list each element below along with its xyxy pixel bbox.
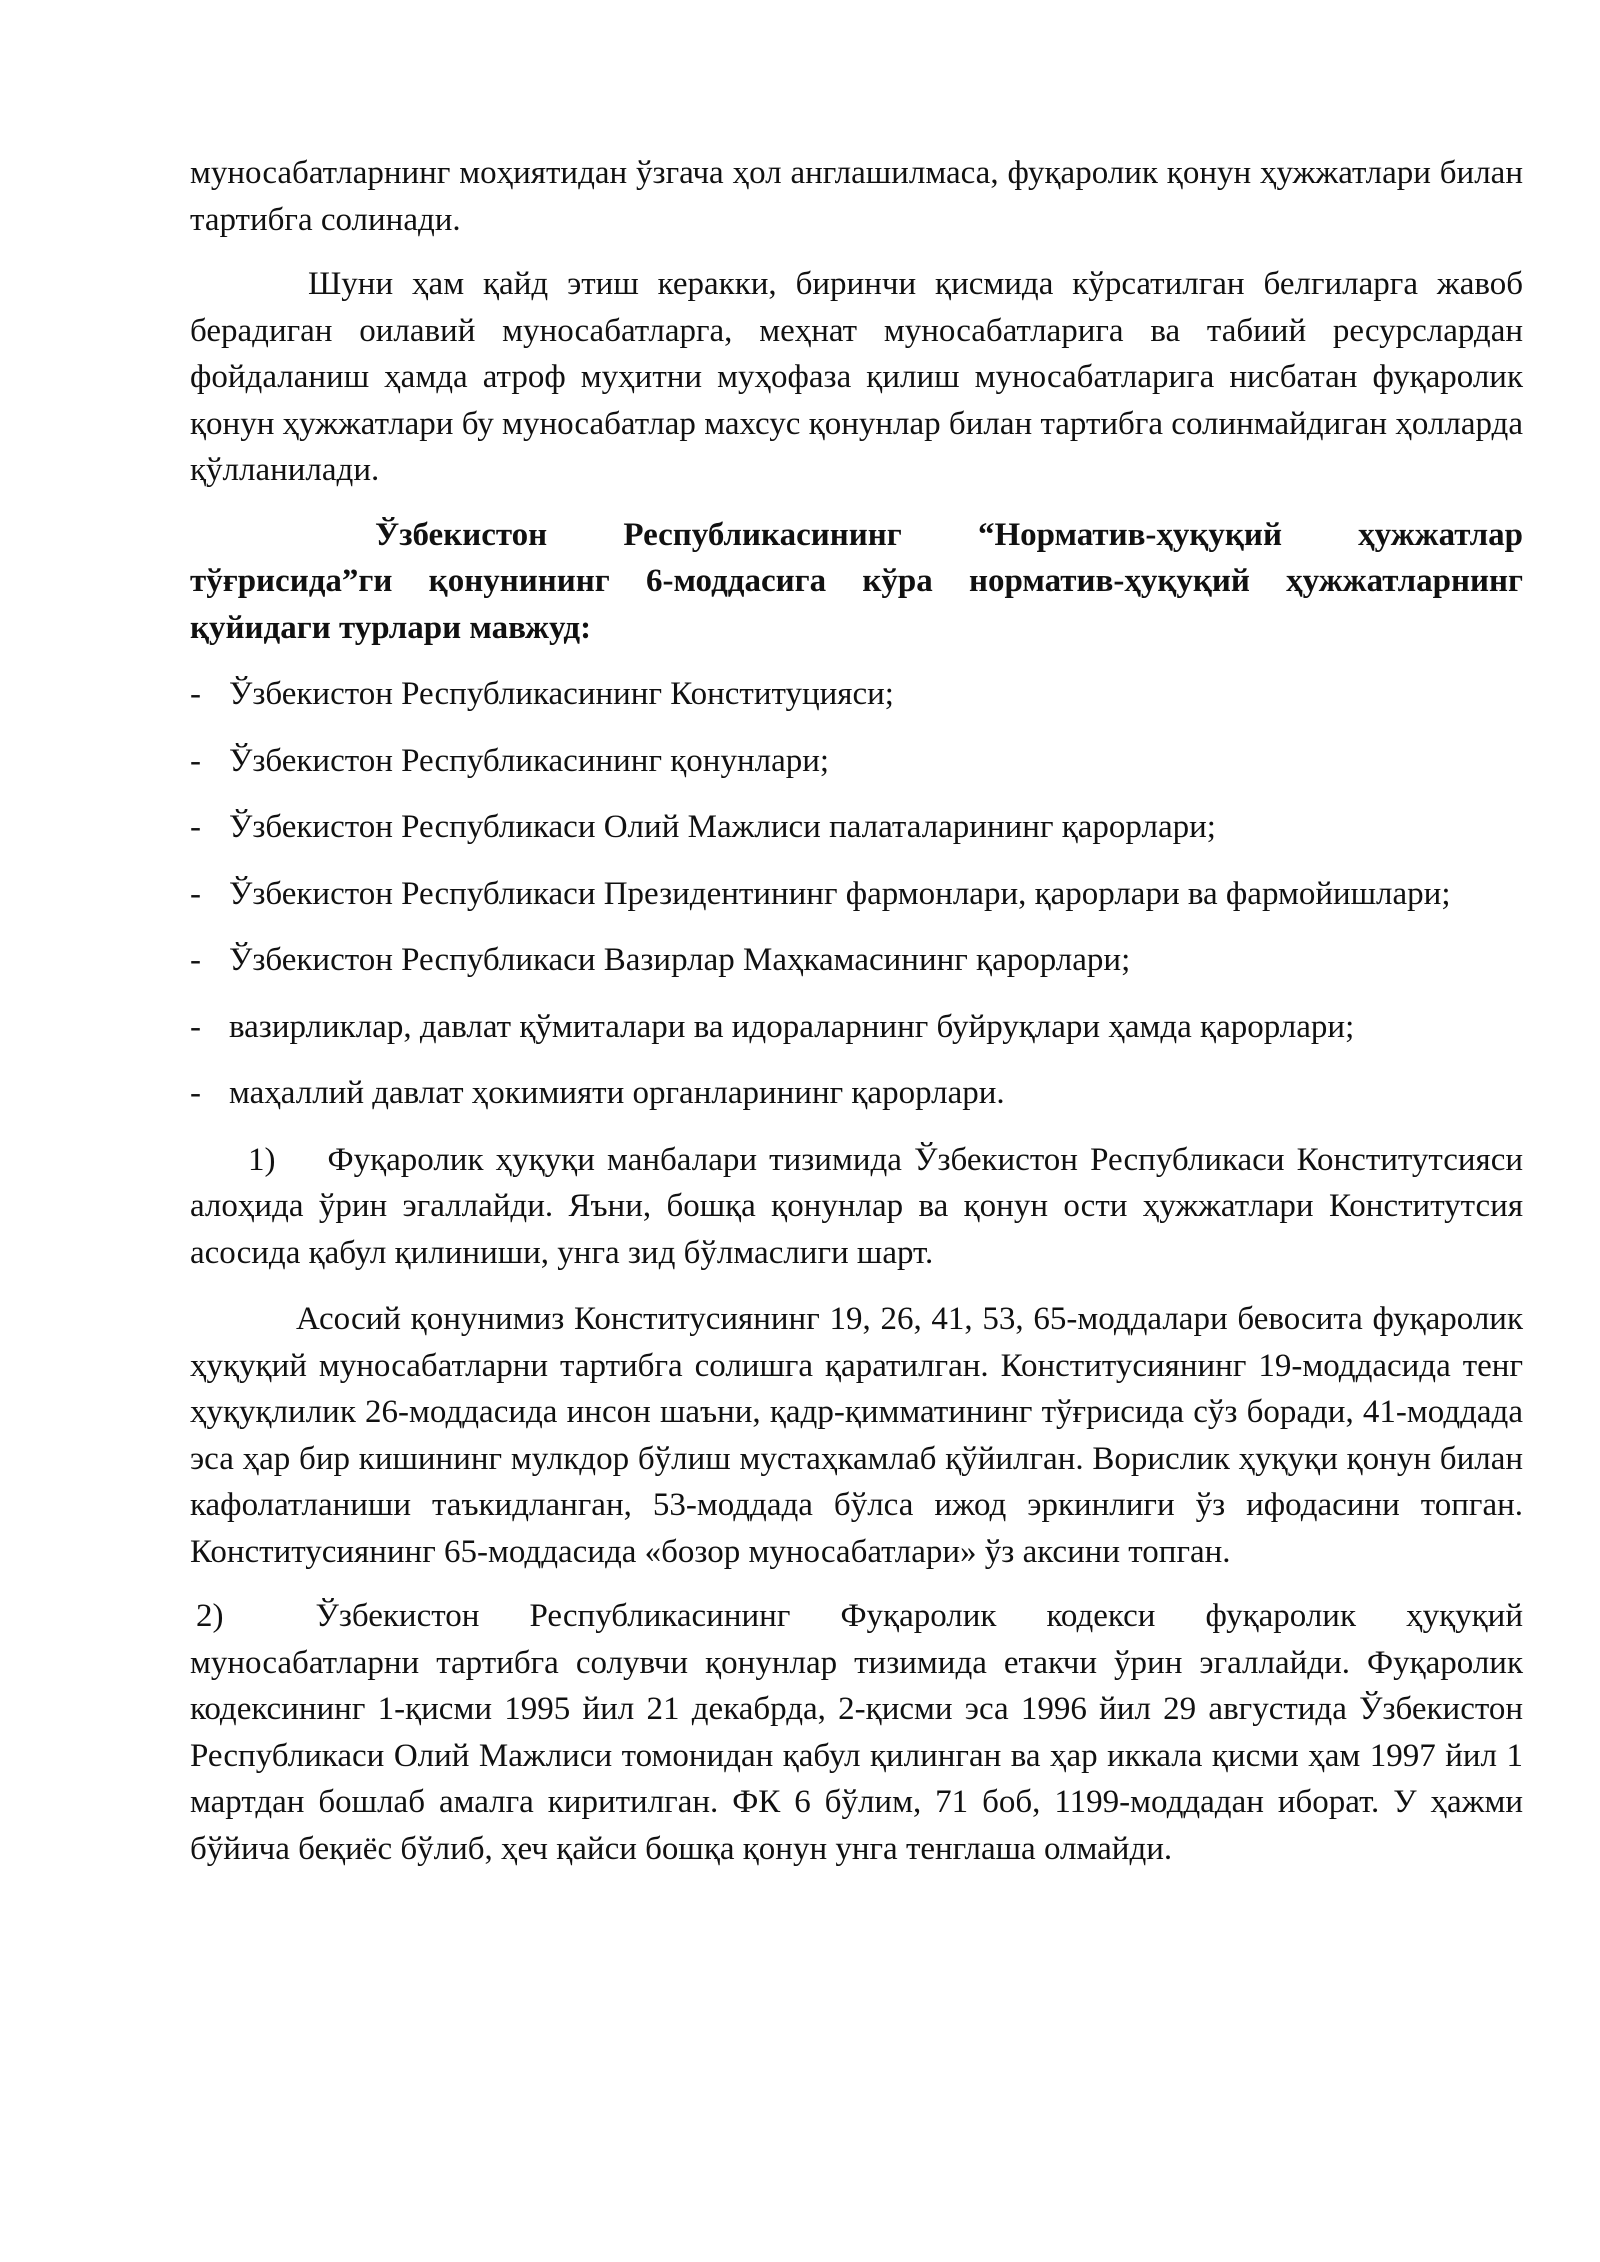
list-item-text: маҳаллий давлат ҳокимияти органларининг қарорлари.: [229, 1075, 1005, 1111]
section-heading: Ўзбекистон Республикасининг “Норматив-ҳуқуқий ҳужжатлар тўғрисида”ги қонунининг 6-моддасига кўра норматив-ҳуқуқий ҳужжатларнинг қуйидаги турлари мавжуд:: [190, 516, 1523, 646]
list-item-text: Ўзбекистон Республикасининг қонунлари;: [229, 742, 830, 779]
list-item-text: Ўзбекистон Республикаси Президентининг фармонлари, қарорлари ва фармойишлари;: [229, 875, 1451, 912]
list-dash: -: [190, 1008, 201, 1045]
item-number: 1): [248, 1141, 276, 1178]
list-dash: -: [190, 742, 201, 779]
list-dash: -: [190, 942, 201, 978]
list-item-text: Ўзбекистон Республикаси Олий Мажлиси палаталарининг қарорлари;: [229, 809, 1216, 845]
list-item: [190, 738, 1523, 785]
item-text: Ўзбекистон Республикасининг Фуқаролик кодекси фуқаролик ҳуқуқий муносабатларни тартибга солувчи қонунлар тизимида етакчи ўрин эгаллайди. Фуқаролик кодексининг 1-қисми 1995 йил 21 декабрда, 2-қисми эса 1996 йил 29 августида Ўзбекистон Республикаси Олий Мажлиси томонидан қабул қилинган ва ҳар иккала қисми ҳам 1997 йил 1 мартдан бошлаб амалга киритилган. ФК 6 бўлим, 71 боб, 1199-моддадан иборат. У ҳажми бўйича беқиёс бўлиб, ҳеч қайси бошқа қонун унга тенглаша олмайди.: [190, 1598, 1523, 1867]
list-dash: -: [190, 809, 201, 845]
list-item: [190, 804, 1523, 851]
list-item: [190, 671, 1523, 718]
item-number: 2): [196, 1598, 224, 1634]
list-item: [190, 1004, 1523, 1051]
document-types-list: [190, 671, 1523, 1117]
paragraph-note: Шуни ҳам қайд этиш керакки, биринчи қисмида кўрсатилган белгиларга жавоб берадиган оилавий муносабатларга, меҳнат муносабатларига ва табиий ресурслардан фойдаланиш ҳамда атроф муҳитни муҳофаза қилиш муносабатларига нисбатан фуқаролик қонун ҳужжатлари бу муносабатлар махсус қонунлар билан тартибга солинмайдиган ҳолларда қўлланилади.: [190, 266, 1523, 488]
list-dash: -: [190, 875, 201, 912]
list-item-text: Ўзбекистон Республикаси Вазирлар Маҳкамасининг қарорлари;: [229, 942, 1131, 978]
list-item: [190, 871, 1523, 918]
list-dash: -: [190, 676, 201, 712]
numbered-paragraph-2: [190, 1593, 1523, 1872]
paragraph-constitution-articles: Асосий қонунимиз Конститусиянинг 19, 26, 41, 53, 65-моддалари бевосита фуқаролик ҳуқуқий муносабатларни тартибга солишга қаратилган. Конститусиянинг 19-моддасида тенг ҳуқуқлилик 26-моддасида инсон шаъни, қадр-қимматининг тўғрисида сўз боради, 41-моддада эса ҳар бир кишининг мулкдор бўлиш мустаҳкамлаб қўйилган. Ворислик ҳуқуқи қонун билан кафолатланиши таъкидланган, 53-моддада бўлса ижод эркинлиги ўз ифодасини топган. Конститусиянинг 65-моддасида «бозор муносабатлари» ўз аксини топган.: [190, 1301, 1523, 1570]
list-dash: -: [190, 1075, 201, 1111]
item-text: Фуқаролик ҳуқуқи манбалари тизимида Ўзбекистон Республикаси Конститутсияси алоҳида ўрин эгаллайди. Яъни, бошқа қонунлар ва қонун ости ҳужжатлари Конститутсия асосида қабул қилиниши, унга зид бўлмаслиги шарт.: [190, 1141, 1523, 1271]
list-item: [190, 937, 1523, 984]
list-item: [190, 1070, 1523, 1117]
paragraph-continuation: муносабатларнинг моҳиятидан ўзгача ҳол англашилмаса, фуқаролик қонун ҳужжатлари билан тартибга солинади.: [190, 155, 1523, 238]
list-item-text: вазирликлар, давлат қўмиталари ва идораларнинг буйруқлари ҳамда қарорлари;: [229, 1008, 1355, 1045]
numbered-paragraph-1: [190, 1137, 1523, 1277]
list-item-text: Ўзбекистон Республикасининг Конституцияси;: [229, 676, 894, 712]
